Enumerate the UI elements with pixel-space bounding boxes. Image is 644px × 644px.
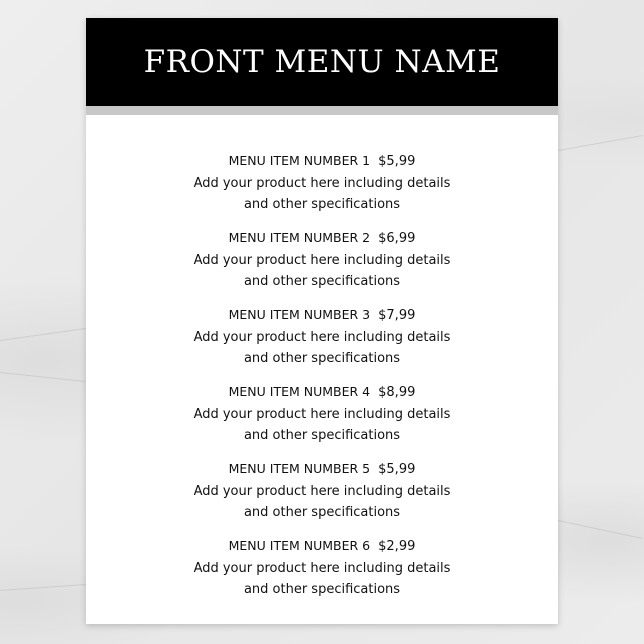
menu-item-price: $8,99 [378,385,416,400]
menu-item-description-line-2: and other specifications [243,428,401,443]
header-accent-band [86,106,558,115]
menu-item-heading [86,381,558,404]
menu-item-description-line-1: Add your product here including details [193,406,451,422]
background-vein [0,584,86,591]
menu-item-name: MENU ITEM NUMBER 1 [228,153,371,168]
menu-item-description-line-1: Add your product here including details [193,483,451,499]
menu-item-name: MENU ITEM NUMBER 5 [228,461,371,476]
menu-item [86,458,558,535]
menu-item-description-line-2: and other specifications [243,582,401,597]
menu-sheet [86,18,558,624]
menu-item-heading [86,150,558,173]
menu-item-description-line-1: Add your product here including details [193,329,451,345]
menu-item-description-line-2: and other specifications [243,505,401,520]
menu-item [86,304,558,381]
menu-item-description-line-2: and other specifications [243,274,401,289]
menu-item-name: MENU ITEM NUMBER 2 [228,230,371,245]
menu-item [86,227,558,304]
menu-item [86,381,558,458]
header-band [86,18,558,106]
menu-item-price: $5,99 [378,154,416,169]
menu-item-price: $7,99 [378,308,416,323]
menu-item-description-line-1: Add your product here including details [193,175,451,191]
background-vein [558,135,643,151]
menu-item-price: $6,99 [378,231,416,246]
menu-item-heading [86,535,558,558]
menu-item-description-line-2: and other specifications [243,197,401,212]
menu-item-price: $5,99 [378,462,416,477]
menu-item-name: MENU ITEM NUMBER 6 [228,538,371,553]
menu-item-heading [86,304,558,327]
menu-item-heading [86,227,558,250]
menu-item-description-line-1: Add your product here including details [193,560,451,576]
background-vein [0,327,89,341]
menu-item [86,535,558,612]
menu-item-description-line-1: Add your product here including details [193,252,451,268]
menu-item-price: $2,99 [378,539,416,554]
menu-item [86,150,558,227]
menu-item-name: MENU ITEM NUMBER 3 [228,307,371,322]
menu-item-heading [86,458,558,481]
menu-title: FRONT MENU NAME [143,44,501,80]
menu-item-description-line-2: and other specifications [243,351,401,366]
background-vein [558,520,642,539]
menu-item-name: MENU ITEM NUMBER 4 [228,384,371,399]
background-vein [0,372,86,382]
menu-list [86,150,558,612]
